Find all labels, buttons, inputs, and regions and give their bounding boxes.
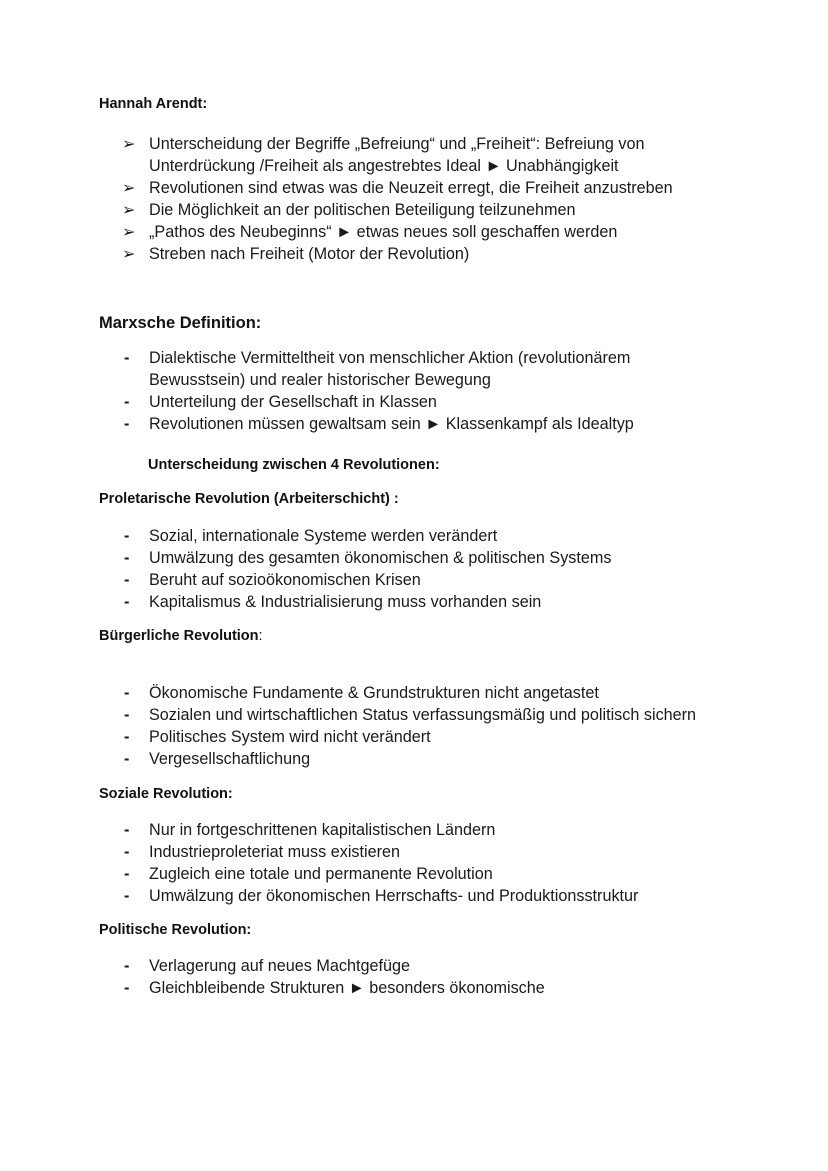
dash-bullet-icon: - [124,706,130,724]
arrow-bullet-icon: ➢ [122,135,136,153]
dash-bullet-icon: - [124,549,130,567]
list-item: - Sozialen und wirtschaftlichen Status verfassungsmäßig und politisch sichern [124,706,697,724]
dash-bullet-icon: - [124,843,130,861]
arrow-bullet-icon: ➢ [122,201,136,219]
dash-bullet-icon: - [124,821,130,839]
dash-bullet-icon: - [124,887,130,905]
heading-soziale-revolution: Soziale Revolution: [99,786,233,802]
arrow-bullet-icon: ➢ [122,223,136,241]
dash-bullet-icon: - [124,684,130,702]
dash-bullet-icon: - [124,957,130,975]
list-item: - Beruht auf sozioökonomischen Krisen [124,571,421,589]
list-item: - Umwälzung der ökonomischen Herrschafts- und Produktionsstruktur [124,887,639,905]
list-item: - Sozial, internationale Systeme werden verändert [124,527,498,545]
heading-proletarische-revolution: Proletarische Revolution (Arbeiterschicht) : [99,491,399,507]
buergerlich-list [0,682,828,770]
list-item: - Industrieproleteriat muss existieren [124,843,401,861]
list-item: ➢ Streben nach Freiheit (Motor der Revolution) [122,245,470,263]
marx-list [0,347,828,435]
arrow-bullet-icon: ➢ [122,179,136,197]
arrow-bullet-icon: ➢ [122,245,136,263]
dash-bullet-icon: - [124,750,130,768]
list-item: - Zugleich eine totale und permanente Revolution [124,865,493,883]
list-item: - Vergesellschaftlichung [124,750,311,768]
list-item: - Gleichbleibende Strukturen ► besonders ökonomische [124,979,545,997]
list-item: - Revolutionen müssen gewaltsam sein ► Klassenkampf als Idealtyp [124,415,634,433]
heading-buergerliche-revolution: Bürgerliche Revolution: [99,628,263,644]
arendt-list [0,133,828,265]
heading-politische-revolution: Politische Revolution: [99,922,252,938]
dash-bullet-icon: - [124,415,130,433]
subheading-four-revolutions: Unterscheidung zwischen 4 Revolutionen: [148,457,440,473]
sozial-list [0,819,828,907]
list-item: ➢ Die Möglichkeit an der politischen Beteiligung teilzunehmen [122,201,576,219]
list-item: - Nur in fortgeschrittenen kapitalistischen Ländern [124,821,496,839]
list-item: ➢ „Pathos des Neubeginns“ ► etwas neues soll geschaffen werden [122,223,618,241]
list-item: - Ökonomische Fundamente & Grundstrukturen nicht angetastet [124,684,599,702]
list-item: - Verlagerung auf neues Machtgefüge [124,957,410,975]
list-item: ➢ Unterscheidung der Begriffe „Befreiung“ und „Freiheit“: Befreiung von Unterdrückung /Freiheit als angestrebtes Ideal ► Unabhängigkeit [122,135,645,175]
dash-bullet-icon: - [124,527,130,545]
dash-bullet-icon: - [124,865,130,883]
dash-bullet-icon: - [124,979,130,997]
list-item: ➢ Revolutionen sind etwas was die Neuzeit erregt, die Freiheit anzustreben [122,179,673,197]
dash-bullet-icon: - [124,728,130,746]
heading-marxsche-definition: Marxsche Definition: [99,314,262,332]
list-item: - Umwälzung des gesamten ökonomischen & politischen Systems [124,549,612,567]
dash-bullet-icon: - [124,393,130,411]
heading-hannah-arendt: Hannah Arendt: [99,96,208,112]
list-item: - Kapitalismus & Industrialisierung muss vorhanden sein [124,593,542,611]
list-item: - Unterteilung der Gesellschaft in Klassen [124,393,437,411]
dash-bullet-icon: - [124,571,130,589]
dash-bullet-icon: - [124,593,130,611]
proletarisch-list [0,525,828,613]
politisch-list [0,955,828,999]
list-item: - Politisches System wird nicht verändert [124,728,431,746]
list-item: - Dialektische Vermitteltheit von menschlicher Aktion (revolutionärem Bewusstsein) und realer historischer Bewegung [124,349,631,389]
dash-bullet-icon: - [124,349,130,367]
